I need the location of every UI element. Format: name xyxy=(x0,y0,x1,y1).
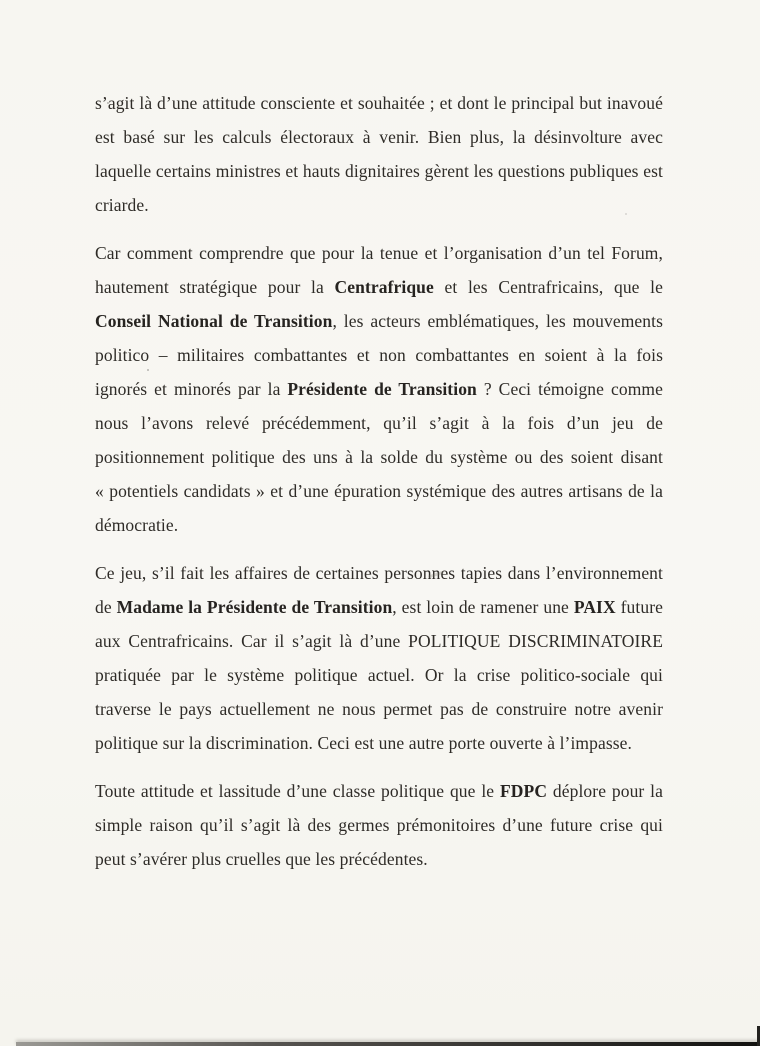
text-run: , les acteurs emblématiques, les mouvements politico – militaires combattantes et non combattantes en soient à la fois ignorés et minorés par la xyxy=(95,311,664,399)
bold-term-fdpc: FDPC xyxy=(500,781,548,801)
paragraph-4 xyxy=(95,774,663,876)
scan-bottom-edge-shadow xyxy=(16,1042,760,1046)
paragraph-1 xyxy=(95,86,663,222)
text-run: et les Centrafricains, que le xyxy=(433,277,663,297)
bold-term-presidente-de-transition: Présidente de Transition xyxy=(287,379,477,399)
text-run: future aux Centrafricains. Car il s’agit là d’une POLITIQUE DISCRIMINATOIRE pratiquée par le système politique actuel. Or la crise politico-sociale qui traverse le pays actuellement ne nous permet pas de construire notre avenir politique sur la discrimination. Ceci est une autre porte ouverte à l’impasse. xyxy=(95,597,663,753)
text-run: ? Ceci témoigne comme nous l’avons relevé précédemment, qu’il s’agit à la fois d’un jeu de positionnement politique des uns à la solde du système ou des soient disant « potentiels candidats » et d’une épuration systémique des autres artisans de la démocratie. xyxy=(95,379,663,535)
scan-speck xyxy=(107,102,109,104)
text-run: Car comment comprendre que pour la tenue et l’organisation d’un tel Forum, hautement stratégique pour la xyxy=(95,243,663,297)
paragraph-3 xyxy=(95,556,663,760)
text-run: Toute attitude et lassitude d’une classe politique que le xyxy=(95,781,500,801)
bold-term-paix: PAIX xyxy=(573,597,616,617)
scan-speck xyxy=(147,369,149,371)
text-run: s’agit là d’une attitude consciente et souhaitée ; et dont le principal but inavoué est basé sur les calculs électoraux à venir. Bien plus, la désinvolture avec laquelle certains ministres et hauts dignitaires gèrent les questions publiques est criarde. xyxy=(95,93,663,215)
bold-term-conseil-national-de-transition: Conseil National de Transition xyxy=(95,311,333,331)
bold-term-madame-la-presidente: Madame la Présidente de Transition xyxy=(116,597,393,617)
text-run: , est loin de ramener une xyxy=(392,597,574,617)
document-text-block xyxy=(95,86,663,890)
text-run: déplore pour la simple raison qu’il s’agit là des germes prémonitoires d’une future crise qui peut s’avérer plus cruelles que les précédentes. xyxy=(95,781,664,869)
scan-speck xyxy=(625,213,627,215)
paragraph-2 xyxy=(95,236,663,542)
bold-term-centrafrique: Centrafrique xyxy=(334,277,434,297)
text-run: Ce jeu, s’il fait les affaires de certaines personnes tapies dans l’environnement de xyxy=(95,563,663,617)
